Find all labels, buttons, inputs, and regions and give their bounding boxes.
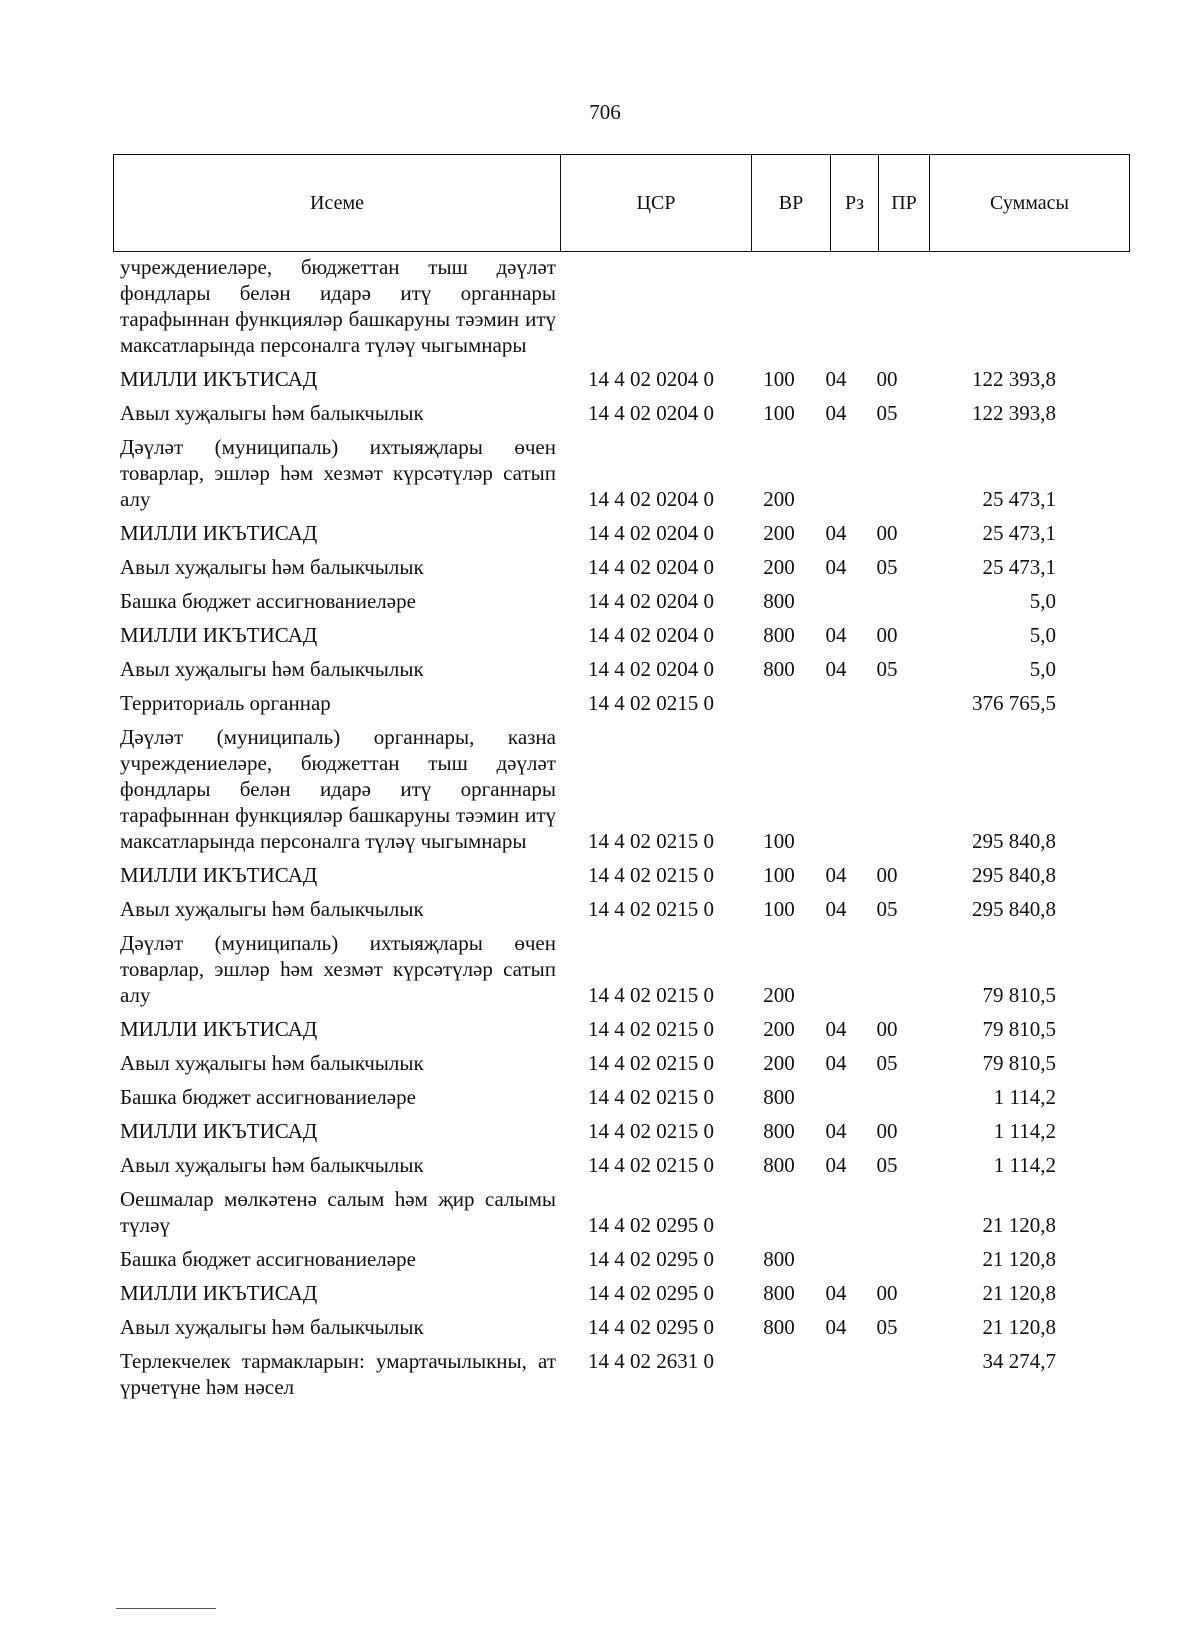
row-sum: 295 840,8 xyxy=(972,897,1056,921)
row-rz: 04 xyxy=(825,1315,847,1339)
row-sum: 21 120,8 xyxy=(982,1315,1056,1339)
row-csr: 14 4 02 0215 0 xyxy=(588,983,714,1007)
table-row xyxy=(120,1246,1120,1272)
row-csr: 14 4 02 0295 0 xyxy=(588,1213,714,1237)
row-name: Дәүләт (муниципаль) ихтыяҗлары өчен товарлар, эшләр һәм хезмәт күрсәтүләр сатып алу xyxy=(120,435,556,511)
table-row xyxy=(120,1314,1120,1340)
row-vr: 200 xyxy=(763,487,795,511)
row-csr: 14 4 02 0204 0 xyxy=(588,521,714,545)
row-pr: 05 xyxy=(876,401,898,425)
row-csr: 14 4 02 0204 0 xyxy=(588,657,714,681)
continuation-text: учреждениеләре, бюджеттан тыш дәүләт фондлары белән идарә итү органнары тарафыннан функцияләр башкаруны тәэмин итү максатларында персоналга түләү чыгымнары xyxy=(120,255,556,357)
row-name: Дәүләт (муниципаль) ихтыяҗлары өчен товарлар, эшләр һәм хезмәт күрсәтүләр сатып алу xyxy=(120,931,556,1007)
table-row xyxy=(120,622,1120,648)
row-csr: 14 4 02 0295 0 xyxy=(588,1315,714,1339)
header-vr: ВР xyxy=(752,155,831,252)
table-body xyxy=(120,254,1120,1408)
row-csr: 14 4 02 0295 0 xyxy=(588,1247,714,1271)
row-pr: 00 xyxy=(876,367,898,391)
row-csr: 14 4 02 0215 0 xyxy=(588,1153,714,1177)
table-row xyxy=(120,1348,1120,1400)
row-name: Терлекчелек тармакларын: умартачылыкны, ат үрчетүне һәм нәсел xyxy=(120,1349,556,1399)
row-vr: 100 xyxy=(763,897,795,921)
row-name: Авыл хуҗалыгы һәм балыкчылык xyxy=(120,1315,424,1339)
row-name: Башка бюджет ассигнованиеләре xyxy=(120,1247,416,1271)
row-sum: 5,0 xyxy=(1029,623,1056,647)
row-sum: 1 114,2 xyxy=(993,1153,1056,1177)
row-sum: 79 810,5 xyxy=(982,1017,1056,1041)
row-vr: 800 xyxy=(763,589,795,613)
row-csr: 14 4 02 0204 0 xyxy=(588,589,714,613)
row-sum: 21 120,8 xyxy=(982,1281,1056,1305)
row-sum: 25 473,1 xyxy=(982,521,1056,545)
table-row xyxy=(120,366,1120,392)
table-header xyxy=(113,154,1130,252)
row-csr: 14 4 02 0204 0 xyxy=(588,401,714,425)
row-name: Авыл хуҗалыгы һәм балыкчылык xyxy=(120,1051,424,1075)
row-name: МИЛЛИ ИКЪТИСАД xyxy=(120,1119,318,1143)
row-name: МИЛЛИ ИКЪТИСАД xyxy=(120,367,318,391)
row-rz: 04 xyxy=(825,367,847,391)
row-pr: 00 xyxy=(876,1017,898,1041)
row-vr: 800 xyxy=(763,1247,795,1271)
row-csr: 14 4 02 2631 0 xyxy=(588,1349,714,1373)
row-sum: 21 120,8 xyxy=(982,1213,1056,1237)
row-csr: 14 4 02 0215 0 xyxy=(588,1119,714,1143)
row-name: Оешмалар мөлкәтенә салым һәм җир салымы түләү xyxy=(120,1187,556,1237)
row-pr: 00 xyxy=(876,521,898,545)
row-vr: 800 xyxy=(763,1281,795,1305)
row-rz: 04 xyxy=(825,401,847,425)
row-name: МИЛЛИ ИКЪТИСАД xyxy=(120,1017,318,1041)
row-csr: 14 4 02 0215 0 xyxy=(588,1085,714,1109)
row-name: Авыл хуҗалыгы һәм балыкчылык xyxy=(120,1153,424,1177)
row-sum: 122 393,8 xyxy=(972,401,1056,425)
row-csr: 14 4 02 0204 0 xyxy=(588,555,714,579)
table-row xyxy=(120,588,1120,614)
row-csr: 14 4 02 0215 0 xyxy=(588,829,714,853)
row-name: МИЛЛИ ИКЪТИСАД xyxy=(120,1281,318,1305)
row-pr: 05 xyxy=(876,555,898,579)
row-name: МИЛЛИ ИКЪТИСАД xyxy=(120,623,318,647)
row-csr: 14 4 02 0204 0 xyxy=(588,623,714,647)
table-row xyxy=(120,554,1120,580)
row-name: Авыл хуҗалыгы һәм балыкчылык xyxy=(120,401,424,425)
row-sum: 79 810,5 xyxy=(982,983,1056,1007)
row-pr: 00 xyxy=(876,623,898,647)
table-row xyxy=(120,400,1120,426)
row-vr: 200 xyxy=(763,521,795,545)
row-pr: 05 xyxy=(876,897,898,921)
row-vr: 800 xyxy=(763,1085,795,1109)
row-pr: 00 xyxy=(876,863,898,887)
row-name: Башка бюджет ассигнованиеләре xyxy=(120,1085,416,1109)
row-pr: 05 xyxy=(876,1051,898,1075)
row-csr: 14 4 02 0215 0 xyxy=(588,897,714,921)
row-pr: 05 xyxy=(876,1153,898,1177)
row-sum: 79 810,5 xyxy=(982,1051,1056,1075)
continuation-row xyxy=(120,254,1120,358)
row-pr: 05 xyxy=(876,1315,898,1339)
row-csr: 14 4 02 0215 0 xyxy=(588,691,714,715)
row-rz: 04 xyxy=(825,623,847,647)
row-vr: 100 xyxy=(763,401,795,425)
header-csr: ЦСР xyxy=(561,155,752,252)
row-csr: 14 4 02 0215 0 xyxy=(588,863,714,887)
table-row xyxy=(120,1152,1120,1178)
row-sum: 295 840,8 xyxy=(972,829,1056,853)
row-sum: 34 274,7 xyxy=(982,1349,1056,1373)
row-vr: 800 xyxy=(763,1315,795,1339)
row-rz: 04 xyxy=(825,657,847,681)
row-rz: 04 xyxy=(825,1281,847,1305)
row-name: МИЛЛИ ИКЪТИСАД xyxy=(120,863,318,887)
table-row xyxy=(120,862,1120,888)
row-vr: 800 xyxy=(763,1119,795,1143)
table-row xyxy=(120,930,1120,1008)
row-sum: 21 120,8 xyxy=(982,1247,1056,1271)
row-name: Башка бюджет ассигнованиеләре xyxy=(120,589,416,613)
row-csr: 14 4 02 0204 0 xyxy=(588,367,714,391)
row-rz: 04 xyxy=(825,1119,847,1143)
table-row xyxy=(120,434,1120,512)
row-sum: 1 114,2 xyxy=(993,1119,1056,1143)
table-row xyxy=(120,1118,1120,1144)
row-rz: 04 xyxy=(825,1017,847,1041)
row-rz: 04 xyxy=(825,897,847,921)
header-name: Исеме xyxy=(114,155,561,252)
table-row xyxy=(120,1016,1120,1042)
row-vr: 800 xyxy=(763,1153,795,1177)
table-row xyxy=(120,724,1120,854)
row-pr: 00 xyxy=(876,1119,898,1143)
table-row xyxy=(120,1084,1120,1110)
row-rz: 04 xyxy=(825,555,847,579)
table-row xyxy=(120,520,1120,546)
row-sum: 122 393,8 xyxy=(972,367,1056,391)
row-vr: 800 xyxy=(763,657,795,681)
page-number: 706 xyxy=(589,100,621,124)
row-vr: 800 xyxy=(763,623,795,647)
header-sum: Суммасы xyxy=(930,155,1130,252)
row-pr: 05 xyxy=(876,657,898,681)
row-csr: 14 4 02 0295 0 xyxy=(588,1281,714,1305)
row-vr: 200 xyxy=(763,1051,795,1075)
footnote-divider xyxy=(116,1608,216,1609)
row-name: Территориаль органнар xyxy=(120,691,331,715)
header-rz: Рз xyxy=(831,155,879,252)
table-row xyxy=(120,1280,1120,1306)
row-vr: 200 xyxy=(763,555,795,579)
header-pr: ПР xyxy=(879,155,930,252)
table-row xyxy=(120,896,1120,922)
row-name: МИЛЛИ ИКЪТИСАД xyxy=(120,521,318,545)
row-vr: 100 xyxy=(763,829,795,853)
row-rz: 04 xyxy=(825,1153,847,1177)
row-vr: 200 xyxy=(763,983,795,1007)
table-row xyxy=(120,1050,1120,1076)
table-row xyxy=(120,656,1120,682)
row-csr: 14 4 02 0215 0 xyxy=(588,1017,714,1041)
row-vr: 100 xyxy=(763,367,795,391)
row-name: Авыл хуҗалыгы һәм балыкчылык xyxy=(120,657,424,681)
row-vr: 200 xyxy=(763,1017,795,1041)
row-rz: 04 xyxy=(825,1051,847,1075)
row-rz: 04 xyxy=(825,521,847,545)
row-sum: 295 840,8 xyxy=(972,863,1056,887)
row-sum: 25 473,1 xyxy=(982,487,1056,511)
row-vr: 100 xyxy=(763,863,795,887)
row-sum: 376 765,5 xyxy=(972,691,1056,715)
row-csr: 14 4 02 0204 0 xyxy=(588,487,714,511)
row-sum: 5,0 xyxy=(1029,657,1056,681)
row-rz: 04 xyxy=(825,863,847,887)
table-row xyxy=(120,690,1120,716)
row-sum: 5,0 xyxy=(1029,589,1056,613)
row-csr: 14 4 02 0215 0 xyxy=(588,1051,714,1075)
table-row xyxy=(120,1186,1120,1238)
row-name: Авыл хуҗалыгы һәм балыкчылык xyxy=(120,897,424,921)
row-pr: 00 xyxy=(876,1281,898,1305)
row-name: Дәүләт (муниципаль) органнары, казна учреждениеләре, бюджеттан тыш дәүләт фондлары белән идарә итү органнары тарафыннан функцияләр башкаруны тәэмин итү максатларында персоналга түләү чыгымнары xyxy=(120,725,556,853)
row-name: Авыл хуҗалыгы һәм балыкчылык xyxy=(120,555,424,579)
row-sum: 25 473,1 xyxy=(982,555,1056,579)
row-sum: 1 114,2 xyxy=(993,1085,1056,1109)
